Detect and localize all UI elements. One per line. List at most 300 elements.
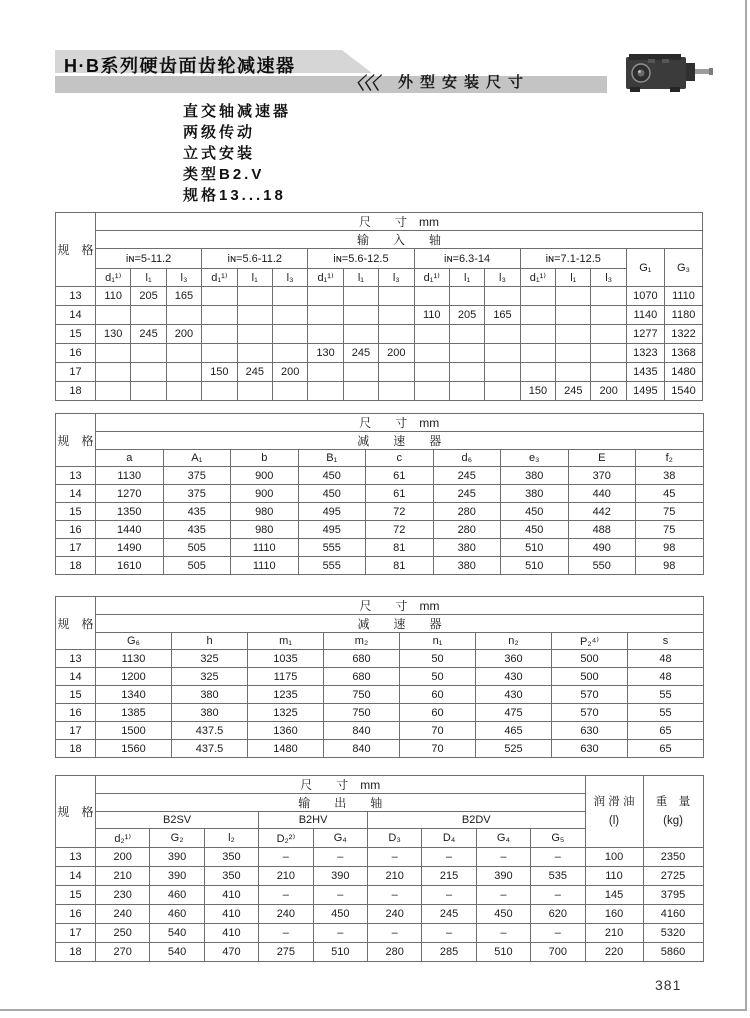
value-cell: 700: [531, 943, 585, 962]
ratio-group-header: iɴ=7.1-12.5: [520, 249, 626, 269]
value-cell: 540: [150, 924, 204, 943]
ratio-group-header: iɴ=6.3-14: [414, 249, 520, 269]
axis-header: 输 入 轴: [96, 231, 703, 249]
value-cell: 200: [96, 848, 150, 867]
value-cell: [556, 287, 591, 306]
value-cell: 275: [259, 943, 313, 962]
value-cell: –: [531, 848, 585, 867]
value-cell: [131, 363, 166, 382]
intro-line: 直交轴减速器: [183, 103, 292, 120]
col-header: P₂⁴⁾: [552, 633, 628, 650]
value-cell: 130: [308, 344, 343, 363]
value-cell: 510: [476, 943, 530, 962]
value-cell: 1130: [96, 467, 164, 485]
table-row: [56, 325, 703, 344]
value-cell: 1368: [664, 344, 702, 363]
value-cell: –: [259, 848, 313, 867]
value-cell: 1110: [231, 557, 299, 575]
value-cell: 50: [400, 650, 476, 668]
value-cell: 240: [367, 905, 421, 924]
value-cell: [414, 287, 449, 306]
spec-cell: 18: [56, 740, 96, 758]
value-cell: 390: [150, 867, 204, 886]
value-cell: 72: [366, 521, 434, 539]
table-row: [56, 943, 704, 962]
value-cell: 360: [476, 650, 552, 668]
spec-cell: 14: [56, 867, 96, 886]
value-cell: 75: [636, 503, 704, 521]
value-cell: 245: [433, 485, 501, 503]
value-cell: 200: [166, 325, 201, 344]
value-cell: [166, 344, 201, 363]
value-cell: [485, 287, 520, 306]
col-header: G₄: [313, 829, 367, 848]
value-cell: 200: [591, 382, 626, 401]
value-cell: 70: [400, 722, 476, 740]
value-cell: 130: [96, 325, 131, 344]
value-cell: 245: [343, 344, 378, 363]
oil-unit: (l): [608, 814, 620, 827]
value-cell: [520, 363, 555, 382]
value-cell: [237, 325, 272, 344]
value-cell: 325: [172, 650, 248, 668]
value-cell: [131, 344, 166, 363]
value-cell: [272, 306, 307, 325]
value-cell: 840: [324, 740, 400, 758]
table-row: [56, 867, 704, 886]
dim-header: 尺 寸 mm: [96, 597, 704, 615]
spec-cell: 13: [56, 467, 96, 485]
ratio-group-header: iɴ=5-11.2: [96, 249, 202, 269]
page-edge-right: [745, 0, 747, 1011]
spec-header: 规 格: [56, 213, 96, 287]
value-cell: 350: [204, 867, 258, 886]
value-cell: [449, 287, 484, 306]
value-cell: 540: [150, 943, 204, 962]
value-cell: [485, 382, 520, 401]
value-cell: 450: [501, 521, 569, 539]
value-cell: [343, 306, 378, 325]
axis-header: 输 出 轴: [96, 794, 586, 812]
value-cell: 210: [259, 867, 313, 886]
table-row: [56, 344, 703, 363]
value-cell: 390: [476, 867, 530, 886]
value-cell: 442: [568, 503, 636, 521]
value-cell: 1610: [96, 557, 164, 575]
value-cell: [272, 325, 307, 344]
value-cell: 1500: [96, 722, 172, 740]
value-cell: [308, 287, 343, 306]
intro-text-block: [183, 101, 291, 206]
value-cell: –: [476, 848, 530, 867]
value-cell: [272, 382, 307, 401]
spec-header: 规 格: [56, 597, 96, 650]
value-cell: 1495: [626, 382, 664, 401]
value-cell: [96, 382, 131, 401]
value-cell: [202, 287, 237, 306]
table-row: [56, 886, 704, 905]
value-cell: [379, 363, 414, 382]
value-cell: 1110: [664, 287, 702, 306]
value-cell: 1110: [231, 539, 299, 557]
value-cell: [96, 363, 131, 382]
value-cell: [379, 382, 414, 401]
table-row: [56, 704, 704, 722]
spec-header: 规 格: [56, 776, 96, 848]
chevrons-icon: 〈〈〈: [346, 74, 382, 93]
value-cell: 980: [231, 503, 299, 521]
axis-header: 减 速 器: [96, 432, 704, 450]
axis-header: 减 速 器: [96, 615, 704, 633]
value-cell: –: [259, 886, 313, 905]
value-cell: 505: [163, 557, 231, 575]
table-row: [56, 905, 704, 924]
value-cell: –: [531, 924, 585, 943]
value-cell: –: [367, 924, 421, 943]
value-cell: [166, 382, 201, 401]
value-cell: [308, 382, 343, 401]
oil-label: 润 滑 油: [593, 795, 635, 808]
weight-label: 重 量: [655, 795, 691, 808]
value-cell: 48: [628, 650, 704, 668]
value-cell: 165: [166, 287, 201, 306]
value-cell: 205: [131, 287, 166, 306]
table-row: [56, 924, 704, 943]
value-cell: –: [422, 886, 476, 905]
value-cell: 2350: [643, 848, 703, 867]
col-header: m₂: [324, 633, 400, 650]
col-header: l₁: [449, 269, 484, 287]
value-cell: 535: [531, 867, 585, 886]
value-cell: 750: [324, 686, 400, 704]
value-cell: 1140: [626, 306, 664, 325]
spec-cell: 15: [56, 325, 96, 344]
spec-header: 规 格: [56, 414, 96, 467]
value-cell: 210: [96, 867, 150, 886]
value-cell: 280: [433, 503, 501, 521]
value-cell: 680: [324, 650, 400, 668]
value-cell: 450: [476, 905, 530, 924]
value-cell: 1435: [626, 363, 664, 382]
value-cell: 205: [449, 306, 484, 325]
value-cell: [556, 306, 591, 325]
value-cell: [556, 344, 591, 363]
value-cell: 55: [628, 704, 704, 722]
value-cell: [556, 325, 591, 344]
value-cell: 270: [96, 943, 150, 962]
value-cell: [485, 344, 520, 363]
value-cell: 1560: [96, 740, 172, 758]
value-cell: 510: [313, 943, 367, 962]
value-cell: 210: [585, 924, 643, 943]
spec-cell: 15: [56, 503, 96, 521]
table-row: [56, 382, 703, 401]
value-cell: 280: [367, 943, 421, 962]
col-header: E: [568, 450, 636, 467]
col-header: l₁: [556, 269, 591, 287]
value-cell: 510: [501, 539, 569, 557]
value-cell: 45: [636, 485, 704, 503]
value-cell: [591, 363, 626, 382]
value-cell: 505: [163, 539, 231, 557]
value-cell: [166, 363, 201, 382]
value-cell: 840: [324, 722, 400, 740]
col-header: l₁: [237, 269, 272, 287]
value-cell: 60: [400, 686, 476, 704]
value-cell: [272, 287, 307, 306]
col-header-g3: G₃: [664, 249, 702, 287]
col-header-g1: G₁: [626, 249, 664, 287]
col-header: d₁¹⁾: [202, 269, 237, 287]
value-cell: [379, 325, 414, 344]
value-cell: 460: [150, 886, 204, 905]
value-cell: 460: [150, 905, 204, 924]
value-cell: [449, 325, 484, 344]
value-cell: 150: [520, 382, 555, 401]
col-header: A₁: [163, 450, 231, 467]
value-cell: [202, 382, 237, 401]
spec-cell: 17: [56, 722, 96, 740]
value-cell: 525: [476, 740, 552, 758]
value-cell: –: [476, 886, 530, 905]
spec-cell: 14: [56, 306, 96, 325]
value-cell: 38: [636, 467, 704, 485]
value-cell: [202, 306, 237, 325]
col-header: D₂²⁾: [259, 829, 313, 848]
col-header: d₆: [433, 450, 501, 467]
table-row: [56, 848, 704, 867]
col-header: B₁: [298, 450, 366, 467]
value-cell: 1035: [248, 650, 324, 668]
value-cell: 510: [501, 557, 569, 575]
value-cell: 81: [366, 539, 434, 557]
value-cell: [96, 344, 131, 363]
spec-cell: 15: [56, 686, 96, 704]
value-cell: [343, 287, 378, 306]
value-cell: 200: [379, 344, 414, 363]
value-cell: [237, 287, 272, 306]
output-shaft-table: [55, 775, 704, 962]
value-cell: –: [531, 886, 585, 905]
value-cell: 110: [414, 306, 449, 325]
value-cell: 1200: [96, 668, 172, 686]
value-cell: 1490: [96, 539, 164, 557]
value-cell: 1070: [626, 287, 664, 306]
col-header: f₂: [636, 450, 704, 467]
value-cell: 380: [433, 557, 501, 575]
value-cell: 495: [298, 503, 366, 521]
value-cell: [343, 325, 378, 344]
col-header: l₁: [343, 269, 378, 287]
value-cell: 240: [259, 905, 313, 924]
value-cell: 630: [552, 740, 628, 758]
value-cell: 370: [568, 467, 636, 485]
value-cell: 410: [204, 905, 258, 924]
col-header: D₄: [422, 829, 476, 848]
value-cell: 1480: [248, 740, 324, 758]
value-cell: 500: [552, 668, 628, 686]
type-group-header: B2HV: [259, 812, 368, 829]
value-cell: 1175: [248, 668, 324, 686]
value-cell: 410: [204, 886, 258, 905]
value-cell: 48: [628, 668, 704, 686]
value-cell: 245: [556, 382, 591, 401]
value-cell: [591, 287, 626, 306]
spec-cell: 16: [56, 344, 96, 363]
value-cell: 1340: [96, 686, 172, 704]
col-header: D₃: [367, 829, 421, 848]
value-cell: 435: [163, 503, 231, 521]
col-header: l₃: [591, 269, 626, 287]
value-cell: 555: [298, 557, 366, 575]
col-header: d₂¹⁾: [96, 829, 150, 848]
value-cell: [449, 363, 484, 382]
value-cell: 437.5: [172, 722, 248, 740]
value-cell: 450: [298, 485, 366, 503]
value-cell: 1325: [248, 704, 324, 722]
value-cell: 1360: [248, 722, 324, 740]
value-cell: 1277: [626, 325, 664, 344]
value-cell: 500: [552, 650, 628, 668]
col-header: d₁¹⁾: [520, 269, 555, 287]
col-header: l₃: [166, 269, 201, 287]
value-cell: 200: [272, 363, 307, 382]
table-row: [56, 485, 704, 503]
spec-cell: 13: [56, 650, 96, 668]
col-header: d₁¹⁾: [414, 269, 449, 287]
value-cell: 430: [476, 686, 552, 704]
value-cell: 5320: [643, 924, 703, 943]
value-cell: 1180: [664, 306, 702, 325]
value-cell: [520, 287, 555, 306]
value-cell: 450: [298, 467, 366, 485]
value-cell: 470: [204, 943, 258, 962]
value-cell: 100: [585, 848, 643, 867]
value-cell: 1350: [96, 503, 164, 521]
value-cell: 61: [366, 485, 434, 503]
page-title: H·B系列硬齿面齿轮减速器: [64, 56, 296, 76]
section-label: 外型安装尺寸: [398, 74, 531, 91]
spec-cell: 18: [56, 382, 96, 401]
value-cell: 380: [172, 704, 248, 722]
table-row: [56, 668, 704, 686]
value-cell: –: [422, 848, 476, 867]
value-cell: 465: [476, 722, 552, 740]
value-cell: [449, 382, 484, 401]
value-cell: 81: [366, 557, 434, 575]
value-cell: [520, 344, 555, 363]
value-cell: 900: [231, 467, 299, 485]
value-cell: [520, 325, 555, 344]
value-cell: 750: [324, 704, 400, 722]
value-cell: 245: [433, 467, 501, 485]
value-cell: 380: [501, 467, 569, 485]
value-cell: 325: [172, 668, 248, 686]
table-row: [56, 306, 703, 325]
col-header: c: [366, 450, 434, 467]
value-cell: [449, 344, 484, 363]
col-header: s: [628, 633, 704, 650]
value-cell: 620: [531, 905, 585, 924]
col-header: G₆: [96, 633, 172, 650]
dim-header: 尺 寸 mm: [96, 414, 704, 432]
value-cell: 430: [476, 668, 552, 686]
weight-header: [643, 776, 703, 848]
value-cell: 280: [433, 521, 501, 539]
value-cell: 55: [628, 686, 704, 704]
value-cell: 5860: [643, 943, 703, 962]
value-cell: 390: [150, 848, 204, 867]
value-cell: [237, 344, 272, 363]
value-cell: 145: [585, 886, 643, 905]
value-cell: 60: [400, 704, 476, 722]
value-cell: 61: [366, 467, 434, 485]
col-header: G₂: [150, 829, 204, 848]
col-header: G₄: [476, 829, 530, 848]
value-cell: [202, 344, 237, 363]
value-cell: 495: [298, 521, 366, 539]
value-cell: 375: [163, 467, 231, 485]
col-header: l₃: [272, 269, 307, 287]
spec-cell: 14: [56, 668, 96, 686]
value-cell: [414, 382, 449, 401]
value-cell: 110: [96, 287, 131, 306]
value-cell: 250: [96, 924, 150, 943]
col-header: l₃: [485, 269, 520, 287]
value-cell: 380: [172, 686, 248, 704]
type-group-header: B2DV: [367, 812, 585, 829]
value-cell: 50: [400, 668, 476, 686]
value-cell: 550: [568, 557, 636, 575]
spec-cell: 18: [56, 557, 96, 575]
value-cell: [520, 306, 555, 325]
col-header: l₁: [131, 269, 166, 287]
value-cell: [591, 325, 626, 344]
value-cell: 215: [422, 867, 476, 886]
ratio-group-header: iɴ=5.6-11.2: [202, 249, 308, 269]
value-cell: [556, 363, 591, 382]
intro-line: 类型B2.V: [183, 166, 265, 183]
spec-cell: 14: [56, 485, 96, 503]
table-row: [56, 557, 704, 575]
table-row: [56, 521, 704, 539]
value-cell: 680: [324, 668, 400, 686]
col-header: e₃: [501, 450, 569, 467]
spec-cell: 16: [56, 521, 96, 539]
value-cell: [485, 363, 520, 382]
value-cell: 65: [628, 740, 704, 758]
value-cell: 900: [231, 485, 299, 503]
value-cell: [237, 382, 272, 401]
value-cell: 1322: [664, 325, 702, 344]
col-header: n₁: [400, 633, 476, 650]
value-cell: [485, 325, 520, 344]
table-row: [56, 363, 703, 382]
value-cell: –: [259, 924, 313, 943]
col-header: m₁: [248, 633, 324, 650]
input-shaft-table: [55, 212, 703, 401]
value-cell: 1440: [96, 521, 164, 539]
value-cell: 245: [131, 325, 166, 344]
value-cell: –: [422, 924, 476, 943]
value-cell: 1270: [96, 485, 164, 503]
page-edge-bottom: [0, 1009, 747, 1011]
value-cell: [202, 325, 237, 344]
spec-cell: 17: [56, 363, 96, 382]
value-cell: 555: [298, 539, 366, 557]
col-header: a: [96, 450, 164, 467]
ratio-group-header: iɴ=5.6-12.5: [308, 249, 414, 269]
